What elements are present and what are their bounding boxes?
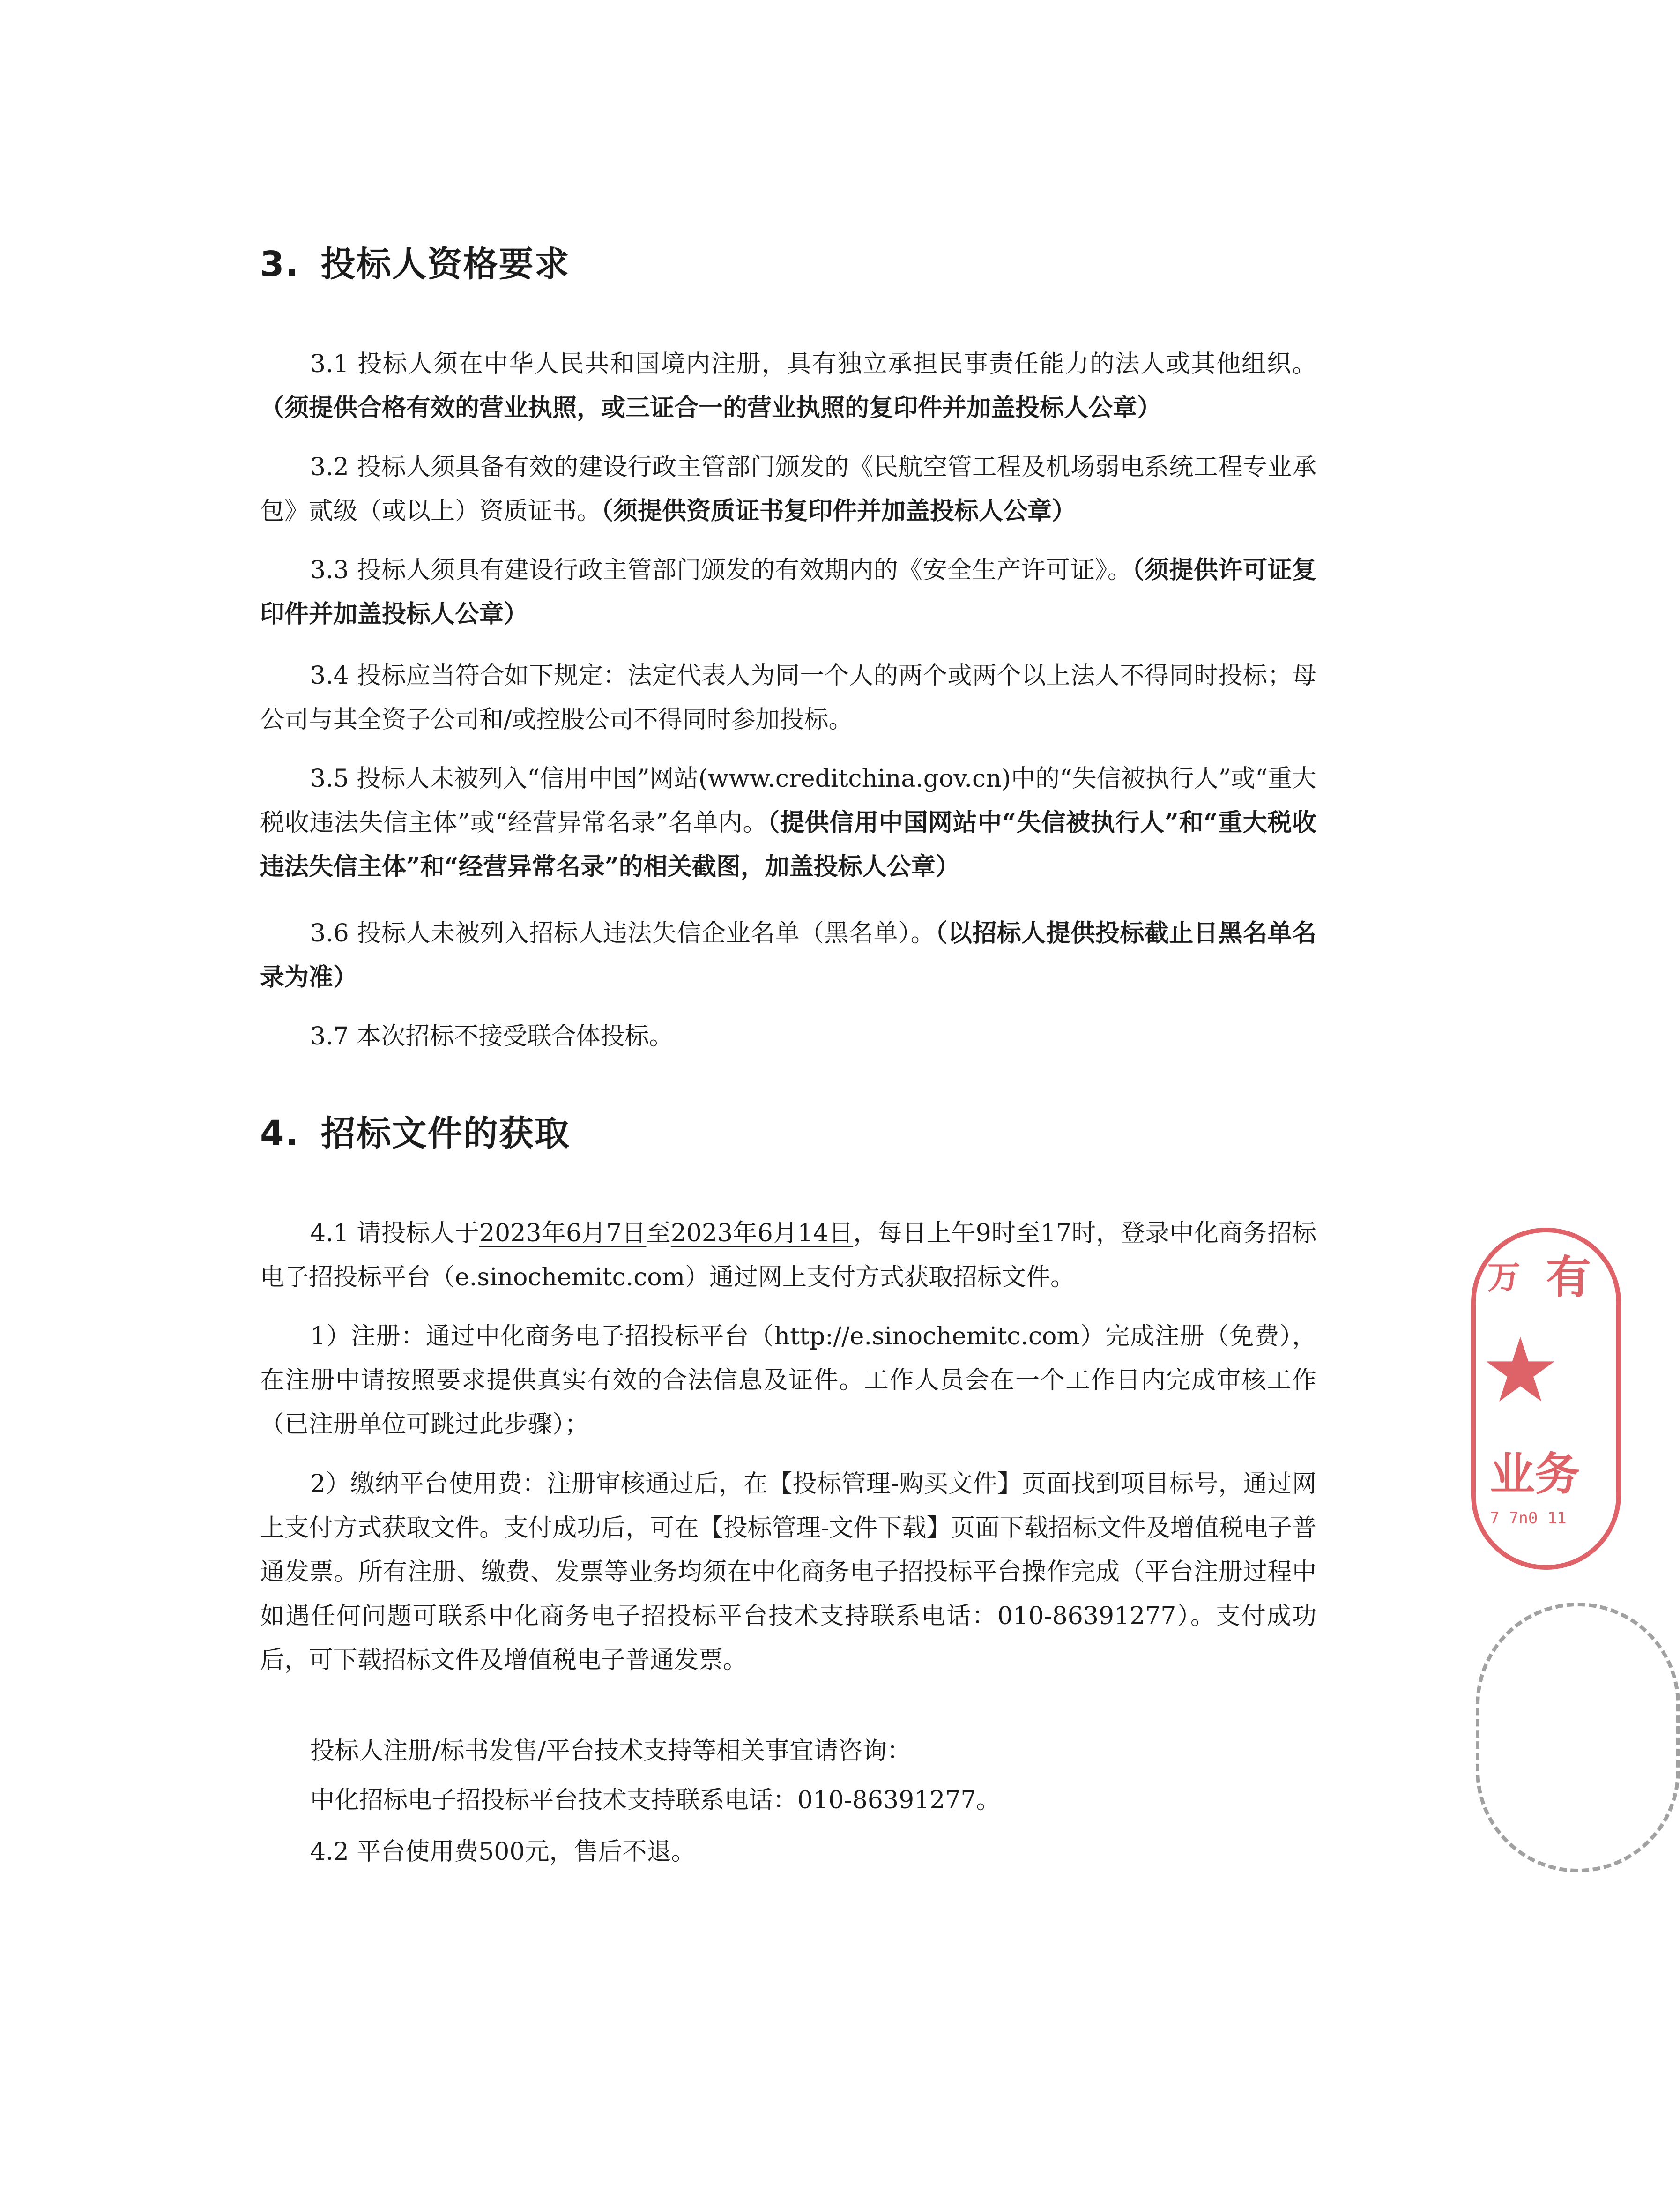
requirement-3-1: [260, 342, 1316, 430]
paragraph-4-1: [260, 1211, 1316, 1299]
requirement-3-7: [260, 1014, 1316, 1059]
requirement-text: 3.4 投标应当符合如下规定：法定代表人为同一个人的两个或两个以上法人不得同时投标；母公司与其全资子公司和/或控股公司不得同时参加投标。: [260, 662, 1316, 734]
requirement-3-4: [260, 654, 1316, 742]
requirement-text: 3.1 投标人须在中华人民共和国境内注册，具有独立承担民事责任能力的法人或其他组织。: [310, 350, 1316, 378]
requirement-text: 3.2 投标人须具备有效的建设行政主管部门颁发的《民航空管工程及机场弱电系统工程专业承包》贰级（或以上）资质证书。: [260, 453, 1316, 525]
paragraph-4-2: 4.2 平台使用费500元，售后不退。: [310, 1838, 696, 1866]
requirement-3-5: [260, 757, 1316, 889]
requirement-note: （提供信用中国网站中“失信被执行人”和“重大税收违法失信主体”和“经营异常名录”的相关截图，加盖投标人公章）: [260, 808, 1316, 881]
p41-prefix: 4.1 请投标人于: [310, 1219, 480, 1247]
seal-char: 有: [1546, 1251, 1591, 1304]
requirement-3-2: [260, 445, 1316, 533]
requirement-note: （须提供许可证复印件并加盖投标人公章）: [260, 556, 1316, 628]
end-date: 2023年6月14日: [670, 1219, 854, 1247]
seal-ring: [1476, 1603, 1680, 1872]
requirement-3-3: [260, 548, 1316, 636]
requirement-text: 3.5 投标人未被列入“信用中国”网站(www.creditchina.gov.cn)中的“失信被执行人”或“重大税收违法失信主体”或“经营异常名录”名单内。: [260, 765, 1316, 837]
consult-line: 投标人注册/标书发售/平台技术支持等相关事宜请咨询：: [310, 1737, 912, 1765]
section-4-title: 招标文件的获取: [320, 1113, 570, 1154]
section-3-heading: [260, 237, 570, 286]
seal-char: 业务: [1490, 1448, 1580, 1500]
requirement-3-6: [260, 911, 1316, 1000]
section-3-title: 投标人资格要求: [320, 244, 570, 284]
requirement-text: 3.6 投标人未被列入招标人违法失信企业名单（黑名单）。: [310, 919, 936, 947]
page-seal-edge: [1476, 1603, 1551, 1865]
p41-mid: 至: [646, 1219, 671, 1247]
start-date: 2023年6月7日: [479, 1219, 647, 1247]
company-seal-stamp: [1471, 1228, 1621, 1570]
requirement-note: （须提供合格有效的营业执照，或三证合一的营业执照的复印件并加盖投标人公章）: [260, 394, 1162, 422]
seal-digits: 7 7n0 11: [1490, 1509, 1567, 1528]
step-1-registration: 1）注册：通过中化商务电子招投标平台（http://e.sinochemitc.com）完成注册（免费），在注册中请按照要求提供真实有效的合法信息及证件。工作人员会在一个工作日内完成审核工作（已注册单位可跳过此步骤）；: [260, 1322, 1316, 1439]
requirement-text: 3.7 本次招标不接受联合体投标。: [310, 1022, 674, 1051]
section-4-heading: [260, 1106, 570, 1156]
seal-char: 万: [1487, 1258, 1520, 1297]
p41-suffix: ，每日上午9时至17时，登录中化商务招标电子招投标平台（e.sinochemitc.com）通过网上支付方式获取招标文件。: [260, 1219, 1316, 1291]
star-icon: ★: [1480, 1319, 1561, 1422]
contact-phone-line: 中化招标电子招投标平台技术支持联系电话：010-86391277。: [310, 1786, 1001, 1814]
section-3-number: 3.: [260, 244, 299, 284]
requirement-note: （以招标人提供投标截止日黑名单名录为准）: [260, 919, 1316, 992]
requirement-note: （须提供资质证书复印件并加盖投标人公章）: [601, 497, 1077, 525]
requirement-text: 3.3 投标人须具有建设行政主管部门颁发的有效期内的《安全生产许可证》。: [310, 556, 1132, 584]
section-4-number: 4.: [260, 1113, 299, 1154]
step-2-payment: 2）缴纳平台使用费：注册审核通过后，在【投标管理-购买文件】页面找到项目标号，通过网上支付方式获取文件。支付成功后，可在【投标管理-文件下载】页面下载招标文件及增值税电子普通发票。所有注册、缴费、发票等业务均须在中化商务电子招投标平台操作完成（平台注册过程中如遇任何问题可联系中化商务电子招投标平台技术支持联系电话：010-86391277）。支付成功后，可下载招标文件及增值税电子普通发票。: [260, 1470, 1316, 1674]
